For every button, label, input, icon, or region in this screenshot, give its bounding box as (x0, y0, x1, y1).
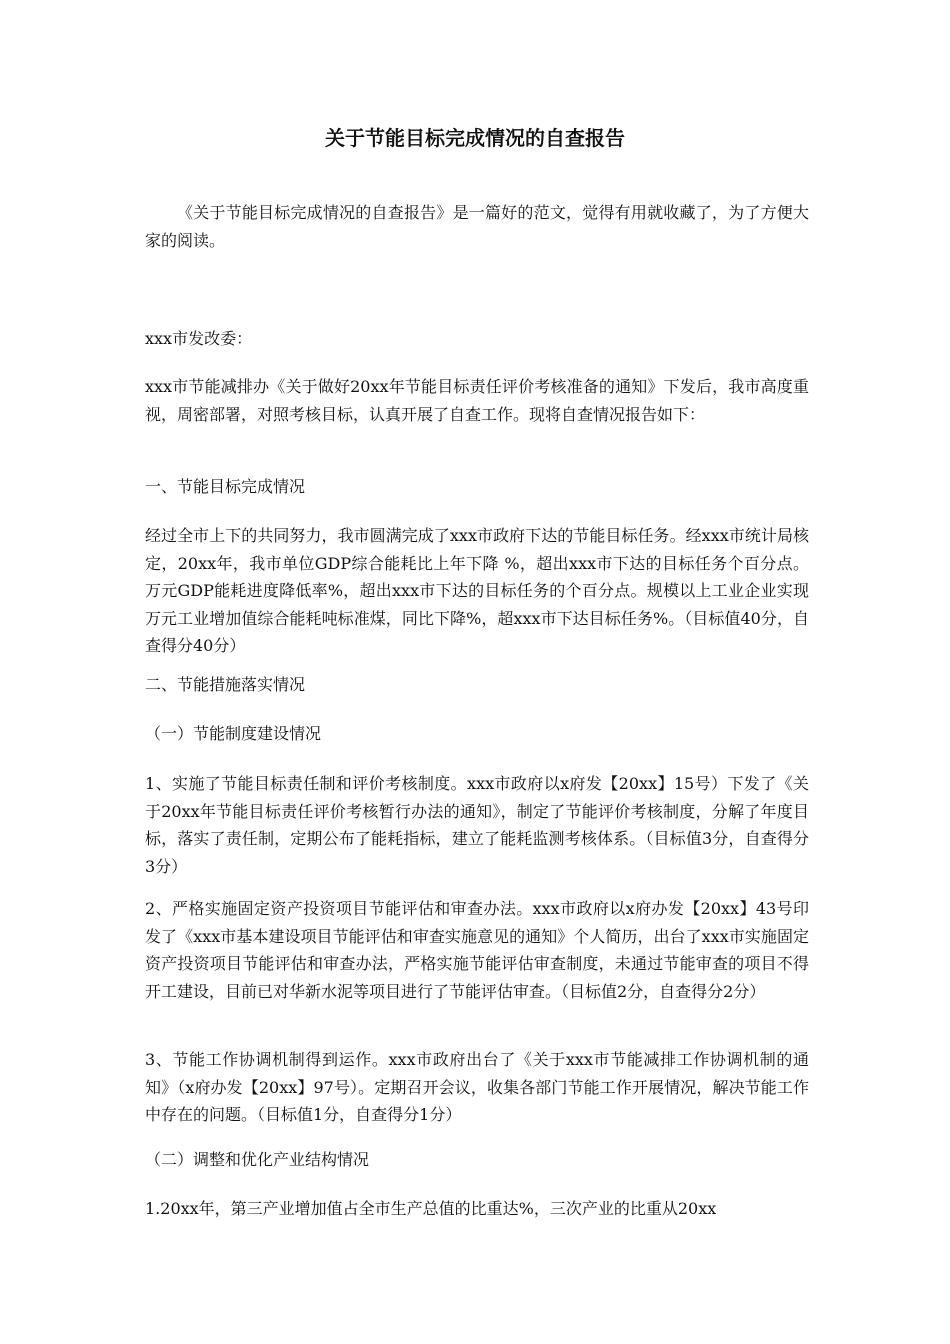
paragraph-structure-1: 1.20xx年，第三产业增加值占全市生产总值的比重达%，三次产业的比重从20xx (145, 1199, 717, 1218)
salutation: xxx市发改委： (145, 329, 253, 348)
section-heading-2: 二、节能措施落实情况 (145, 675, 306, 694)
subsection-heading-2: （二）调整和优化产业结构情况 (145, 1150, 370, 1169)
intro-paragraph: 《关于节能目标完成情况的自查报告》是一篇好的范文，觉得有用就收藏了，为了方便大家的阅读。 (145, 203, 809, 250)
document-title: 关于节能目标完成情况的自查报告 (325, 126, 625, 150)
paragraph-item-1: 1、实施了节能目标责任制和评价考核制度。xxx市政府以x府发【20xx】15号）下发了《关于20xx年节能目标责任评价考核暂行办法的通知》，制定了节能评价考核制度，分解了年度目标，落实了责任制，定期公布了能耗指标，建立了能耗监测考核体系。（目标值3分，自查得分3分） (145, 774, 809, 876)
paragraph-item-2: 2、严格实施固定资产投资项目节能评估和审查办法。xxx市政府以x府办发【20xx】43号印发了《xxx市基本建设项目节能评估和审查实施意见的通知》个人简历，出台了xxx市实施固定资产投资项目节能评估和审查办法，严格实施节能评估审查制度，未通过节能审查的项目不得开工建设，目前已对华新水泥等项目进行了节能评估审查。（目标值2分，自查得分2分） (145, 899, 809, 1001)
paragraph-opening: xxx市节能减排办《关于做好20xx年节能目标责任评价考核准备的通知》下发后，我市高度重视，周密部署，对照考核目标，认真开展了自查工作。现将自查情况报告如下： (145, 377, 809, 424)
subsection-heading-1: （一）节能制度建设情况 (145, 724, 322, 743)
paragraph-targets: 经过全市上下的共同努力，我市圆满完成了xxx市政府下达的节能目标任务。经xxx市统计局核定，20xx年，我市单位GDP综合能耗比上年下降 %，超出xxx市下达的目标任务个百分点。万元GDP能耗进度降低率%，超出xxx市下达的目标任务的个百分点。规模以上工业企业实现万元工业增加值综合能耗吨标准煤，同比下降%，超xxx市下达目标任务%。（目标值40分，自查得分40分） (145, 526, 809, 655)
paragraph-item-3: 3、节能工作协调机制得到运作。xxx市政府出台了《关于xxx市节能减排工作协调机制的通知》（x府办发【20xx】97号）。定期召开会议，收集各部门节能工作开展情况，解决节能工作中存在的问题。（目标值1分，自查得分1分） (145, 1050, 809, 1124)
section-heading-1: 一、节能目标完成情况 (145, 477, 306, 496)
